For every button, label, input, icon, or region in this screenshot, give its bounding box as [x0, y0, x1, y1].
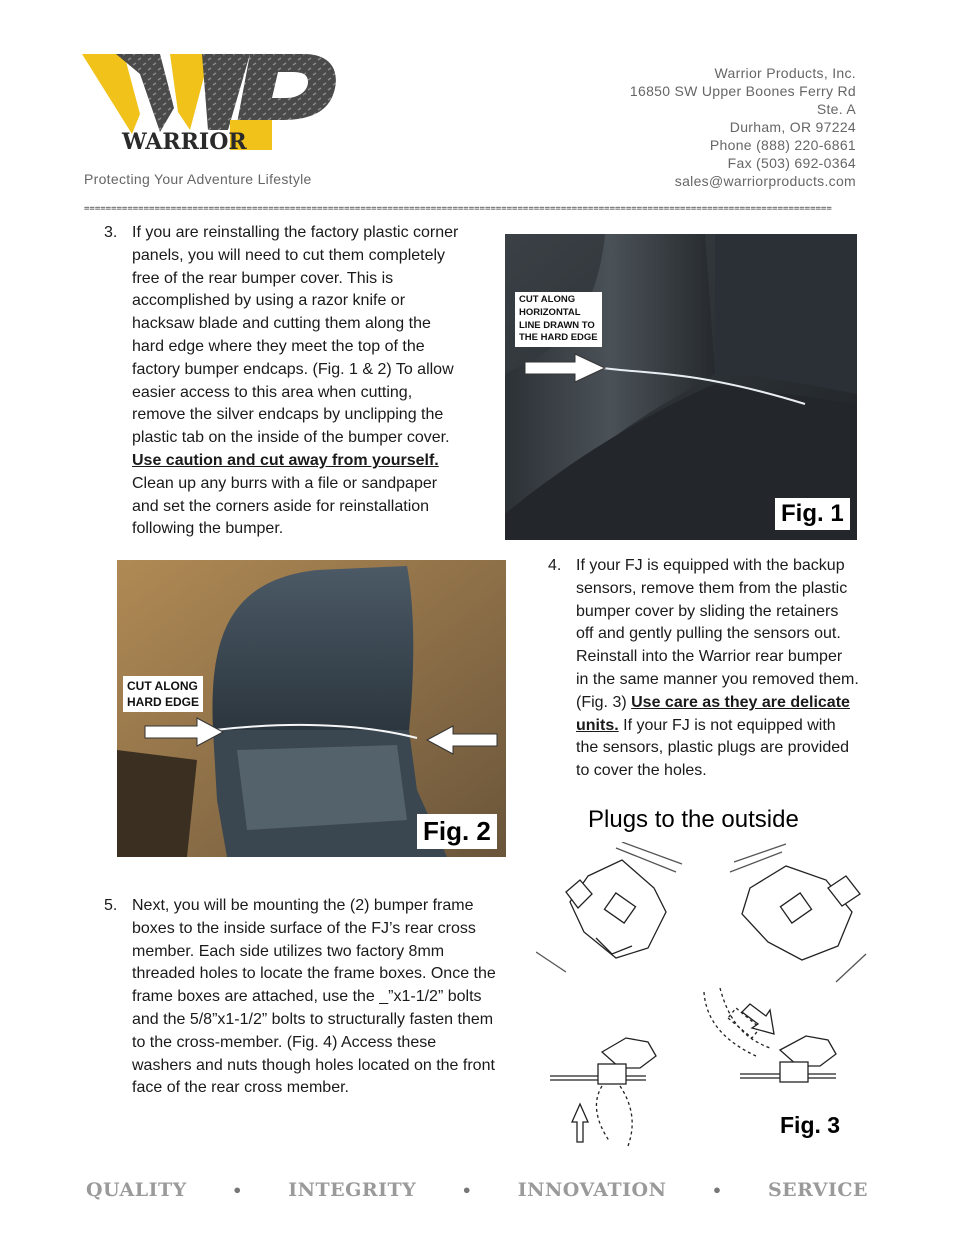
- fig-1-callout: [515, 292, 602, 347]
- footer-integrity: INTEGRITY: [288, 1179, 417, 1201]
- text-line: factory bumper endcaps. (Fig. 1 & 2) To allow: [132, 360, 454, 378]
- bullet-separator: •: [461, 1180, 473, 1200]
- footer-values: [86, 1176, 868, 1204]
- callout-line: THE HARD EDGE: [519, 332, 598, 344]
- text-line: washers and nuts though holes located on the front: [132, 1056, 495, 1074]
- step-3: [104, 222, 502, 541]
- warrior-logo: [82, 52, 340, 152]
- address-line: Warrior Products, Inc.: [714, 65, 856, 81]
- text-line: hard edge where they meet the top of the: [132, 337, 425, 355]
- text-line: bumper cover by sliding the retainers: [576, 602, 839, 620]
- callout-line: HARD EDGE: [127, 695, 200, 710]
- text-line: to cover the holes.: [576, 762, 707, 780]
- text-fragment: (Fig. 3): [576, 693, 632, 711]
- text-line: remove the silver endcaps by unclipping the: [132, 406, 444, 424]
- callout-line: CUT ALONG: [127, 679, 198, 693]
- text-line: accomplished by using a razor knife or: [132, 292, 406, 310]
- text-fragment: If your FJ is not equipped with: [618, 716, 836, 734]
- text-line: plastic tab on the inside of the bumper cover.: [132, 429, 450, 447]
- step-number: 4.: [548, 557, 562, 574]
- fig-1-photo: [505, 234, 857, 540]
- fig-3-title: Plugs to the outside: [588, 806, 799, 833]
- text-line: the sensors, plastic plugs are provided: [576, 739, 850, 757]
- delicate-warning-end: units.: [576, 716, 619, 734]
- fig-3-label: Fig. 3: [776, 1112, 844, 1139]
- fig-1-label: Fig. 1: [775, 498, 850, 530]
- fig-2-photo: [117, 560, 506, 857]
- text-line: sensors, remove them from the plastic: [576, 579, 848, 597]
- phone-number: Phone (888) 220-6861: [709, 137, 856, 153]
- fig-3-diagram: [536, 842, 872, 1160]
- fig-2-label: Fig. 2: [417, 814, 497, 849]
- bullet-separator: •: [232, 1180, 243, 1200]
- fax-number: Fax (503) 692-0364: [727, 155, 856, 171]
- footer-innovation: INNOVATION: [517, 1179, 667, 1201]
- text-line: panels, you will need to cut them completely: [132, 246, 446, 264]
- step-number: 5.: [104, 897, 118, 914]
- delicate-warning: Use care as they are delicate: [631, 693, 850, 711]
- text-line: boxes to the inside surface of the FJ’s rear cross: [132, 919, 476, 937]
- text-line: and the 5/8”x1-1/2” bolts to structurally fasten them: [132, 1010, 494, 1028]
- address-line: 16850 SW Upper Boones Ferry Rd: [629, 83, 856, 99]
- step-4: [548, 555, 896, 783]
- fig-2-callout: [123, 676, 203, 712]
- text-line: Clean up any burrs with a file or sandpaper: [132, 474, 438, 492]
- logo-wordmark: WARRIOR: [122, 129, 247, 152]
- text-line: hacksaw blade and cutting them along the: [132, 315, 431, 333]
- callout-line: LINE DRAWN TO: [519, 319, 595, 331]
- text-line: member. Each side utilizes two factory 8mm: [132, 942, 445, 960]
- footer-service: SERVICE: [767, 1179, 868, 1201]
- address-line: Ste. A: [816, 101, 856, 117]
- text-line: threaded holes to locate the frame boxes. Once the: [132, 965, 496, 983]
- text-line: Next, you will be mounting the (2) bumper frame: [132, 897, 474, 914]
- text-line: in the same manner you removed them.: [576, 670, 859, 688]
- text-line: and set the corners aside for reinstallation: [132, 497, 430, 515]
- text-line: off and gently pulling the sensors out.: [576, 625, 841, 643]
- text-line: If you are reinstalling the factory plastic corner: [132, 224, 459, 241]
- bullet-separator: •: [711, 1180, 723, 1200]
- footer-quality: QUALITY: [86, 1179, 187, 1201]
- safety-warning: Use caution and cut away from yourself.: [132, 451, 439, 469]
- address-line: Durham, OR 97224: [729, 119, 856, 135]
- company-address: [630, 64, 856, 190]
- text-line: If your FJ is equipped with the backup: [576, 557, 845, 574]
- text-line: frame boxes are attached, use the _”x1-1/2” bolts: [132, 988, 482, 1006]
- text-line: Reinstall into the Warrior rear bumper: [576, 648, 843, 666]
- text-line: easier access to this area when cutting,: [132, 383, 413, 401]
- step-5: [104, 895, 527, 1100]
- step-number: 3.: [104, 224, 118, 241]
- header-divider: ==========================================================================================================================================: [84, 204, 832, 214]
- text-line: to the cross-member. (Fig. 4) Access these: [132, 1033, 437, 1051]
- email-address: sales@warriorproducts.com: [674, 173, 856, 189]
- callout-line: HORIZONTAL: [519, 306, 581, 318]
- text-line: following the bumper.: [132, 520, 284, 538]
- text-line: face of the rear cross member.: [132, 1079, 349, 1097]
- text-line: free of the rear bumper cover. This is: [132, 269, 394, 287]
- callout-line: CUT ALONG: [519, 294, 576, 305]
- tagline: Protecting Your Adventure Lifestyle: [84, 171, 312, 187]
